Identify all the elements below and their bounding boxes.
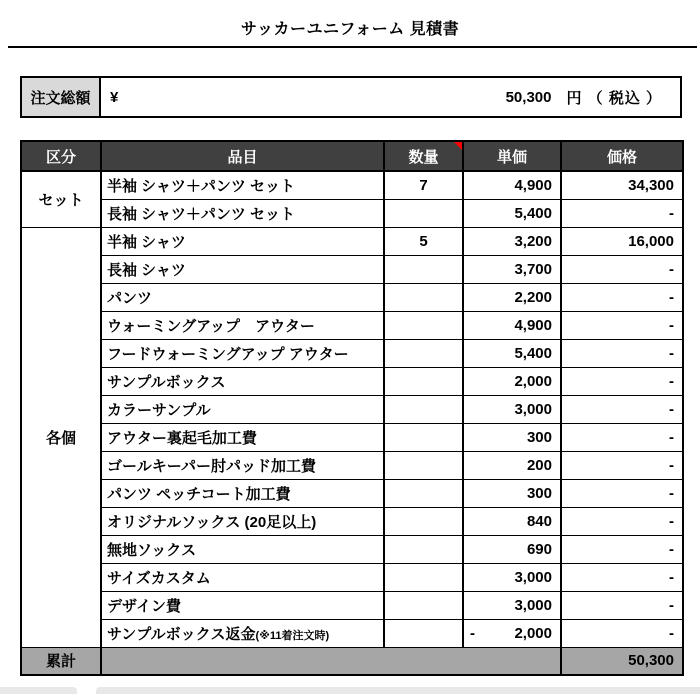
item-name: サイズカスタム [107, 569, 211, 587]
currency-symbol: ¥ [110, 88, 119, 106]
comment-marker-icon [454, 142, 462, 150]
table-row [21, 451, 683, 479]
table-row [21, 619, 683, 647]
item-name: アウター裏起毛加工費 [107, 429, 257, 447]
table-row [21, 283, 683, 311]
category-cell[interactable]: セット [21, 171, 101, 227]
item-note: (※11着注文時) [255, 629, 330, 642]
qty-cell[interactable] [384, 423, 463, 451]
qty-cell[interactable]: 7 [384, 171, 463, 199]
qty-cell[interactable] [384, 311, 463, 339]
price-cell[interactable]: - [561, 535, 683, 563]
table-row [21, 591, 683, 619]
bottom-ui-fragment-left [0, 687, 77, 694]
item-cell[interactable] [101, 423, 384, 451]
item-cell[interactable] [101, 619, 384, 647]
price-cell[interactable]: - [561, 479, 683, 507]
item-cell[interactable] [101, 339, 384, 367]
unit-price-cell[interactable]: 300 [463, 479, 561, 507]
item-cell[interactable] [101, 591, 384, 619]
qty-cell[interactable] [384, 283, 463, 311]
item-name: オリジナルソックス (20足以上) [107, 513, 317, 531]
item-cell[interactable] [101, 283, 384, 311]
qty-cell[interactable] [384, 535, 463, 563]
price-cell[interactable]: 34,300 [561, 171, 683, 199]
price-cell[interactable]: - [561, 591, 683, 619]
table-row [21, 199, 683, 227]
price-cell[interactable]: - [561, 619, 683, 647]
col-header-qty-label: 数量 [408, 148, 439, 166]
unit-price-cell[interactable]: 5,400 [463, 339, 561, 367]
item-cell[interactable] [101, 563, 384, 591]
price-cell[interactable]: - [561, 395, 683, 423]
qty-cell[interactable] [384, 339, 463, 367]
item-name: 半袖 シャツ [107, 233, 186, 251]
unit-price-cell[interactable]: 4,900 [463, 171, 561, 199]
price-cell[interactable]: - [561, 563, 683, 591]
table-row [21, 339, 683, 367]
item-name: パンツ ペッチコート加工費 [107, 485, 291, 503]
item-cell[interactable] [101, 451, 384, 479]
price-cell[interactable]: - [561, 367, 683, 395]
qty-cell[interactable] [384, 255, 463, 283]
col-header-category[interactable]: 区分 [21, 141, 101, 171]
item-name: ゴールキーパー肘パッド加工費 [107, 457, 316, 475]
order-total-value-cell[interactable] [101, 78, 680, 116]
unit-price-cell[interactable]: 5,400 [463, 199, 561, 227]
qty-cell[interactable] [384, 591, 463, 619]
item-cell[interactable] [101, 367, 384, 395]
item-name: サンプルボックス返金 [107, 625, 256, 643]
item-cell[interactable] [101, 255, 384, 283]
price-cell[interactable]: - [561, 283, 683, 311]
table-footer-row [21, 647, 683, 675]
price-cell[interactable]: - [561, 423, 683, 451]
col-header-qty[interactable] [384, 141, 463, 171]
qty-cell[interactable] [384, 563, 463, 591]
qty-cell[interactable] [384, 451, 463, 479]
table-row [21, 535, 683, 563]
table-row [21, 507, 683, 535]
table-row [21, 227, 683, 255]
unit-price-cell[interactable]: 3,000 [463, 395, 561, 423]
item-name: 無地ソックス [107, 541, 197, 559]
item-cell[interactable] [101, 507, 384, 535]
unit-price-cell[interactable]: 4,900 [463, 311, 561, 339]
price-cell[interactable]: - [561, 255, 683, 283]
item-cell[interactable] [101, 395, 384, 423]
qty-cell[interactable] [384, 619, 463, 647]
item-name: 半袖 シャツ＋パンツ セット [107, 177, 296, 195]
table-row [21, 395, 683, 423]
negative-amount [470, 625, 552, 642]
unit-price-cell[interactable]: 2,200 [463, 283, 561, 311]
category-cell[interactable]: 各個 [21, 227, 101, 647]
qty-cell[interactable] [384, 479, 463, 507]
unit-price-cell[interactable]: 3,000 [463, 591, 561, 619]
table-header-row [21, 141, 683, 171]
price-cell[interactable]: - [561, 507, 683, 535]
order-total-label: 注文総額 [22, 78, 101, 116]
unit-price-cell[interactable]: 3,000 [463, 563, 561, 591]
qty-cell[interactable] [384, 367, 463, 395]
table-row [21, 171, 683, 199]
table-row [21, 563, 683, 591]
unit-price-cell[interactable] [463, 619, 561, 647]
item-name: デザイン費 [107, 597, 181, 615]
price-cell[interactable]: 16,000 [561, 227, 683, 255]
bottom-ui-fragment-right [96, 687, 700, 694]
item-name: 長袖 シャツ [107, 261, 186, 279]
item-cell[interactable] [101, 479, 384, 507]
price-cell[interactable]: - [561, 339, 683, 367]
item-cell[interactable] [101, 311, 384, 339]
item-cell[interactable] [101, 171, 384, 199]
unit-price-cell[interactable]: 200 [463, 451, 561, 479]
item-name: フードウォーミングアップ アウター [107, 345, 349, 363]
footer-label-cell[interactable]: 累計 [21, 647, 101, 675]
unit-price-cell[interactable]: 3,200 [463, 227, 561, 255]
qty-cell[interactable] [384, 199, 463, 227]
footer-spacer-cell[interactable] [101, 647, 561, 675]
table-row [21, 423, 683, 451]
unit-price-value: 2,000 [514, 624, 552, 642]
item-cell[interactable] [101, 227, 384, 255]
unit-price-cell[interactable]: 300 [463, 423, 561, 451]
table-row [21, 255, 683, 283]
table-row [21, 367, 683, 395]
item-cell[interactable] [101, 535, 384, 563]
quote-table [20, 140, 684, 676]
item-name: パンツ [107, 289, 153, 307]
title-underline [8, 46, 697, 48]
item-name: 長袖 シャツ＋パンツ セット [107, 205, 296, 223]
page-title: サッカーユニフォーム 見積書 [240, 21, 460, 38]
order-total-amount: 50,300 [505, 88, 552, 106]
unit-price-cell[interactable]: 2,000 [463, 367, 561, 395]
footer-total-cell[interactable]: 50,300 [561, 647, 683, 675]
item-cell[interactable] [101, 199, 384, 227]
order-total-box [20, 76, 682, 118]
table-row [21, 311, 683, 339]
price-cell[interactable]: - [561, 451, 683, 479]
unit-price-cell[interactable]: 690 [463, 535, 561, 563]
col-header-price[interactable]: 価格 [561, 141, 683, 171]
unit-price-cell[interactable]: 3,700 [463, 255, 561, 283]
item-name: ウォーミングアップ アウター [107, 317, 315, 335]
item-name: カラーサンプル [107, 401, 211, 419]
price-cell[interactable]: - [561, 311, 683, 339]
unit-price-cell[interactable]: 840 [463, 507, 561, 535]
table-row [21, 479, 683, 507]
minus-sign: - [470, 624, 475, 642]
qty-cell[interactable] [384, 395, 463, 423]
price-cell[interactable]: - [561, 199, 683, 227]
order-total-suffix: 円 （ 税込 ） [566, 89, 662, 107]
qty-cell[interactable] [384, 507, 463, 535]
item-name: サンプルボックス [107, 373, 226, 391]
col-header-unit-price[interactable]: 単価 [463, 141, 561, 171]
col-header-item[interactable]: 品目 [101, 141, 384, 171]
quote-table-body [21, 171, 683, 647]
qty-cell[interactable]: 5 [384, 227, 463, 255]
